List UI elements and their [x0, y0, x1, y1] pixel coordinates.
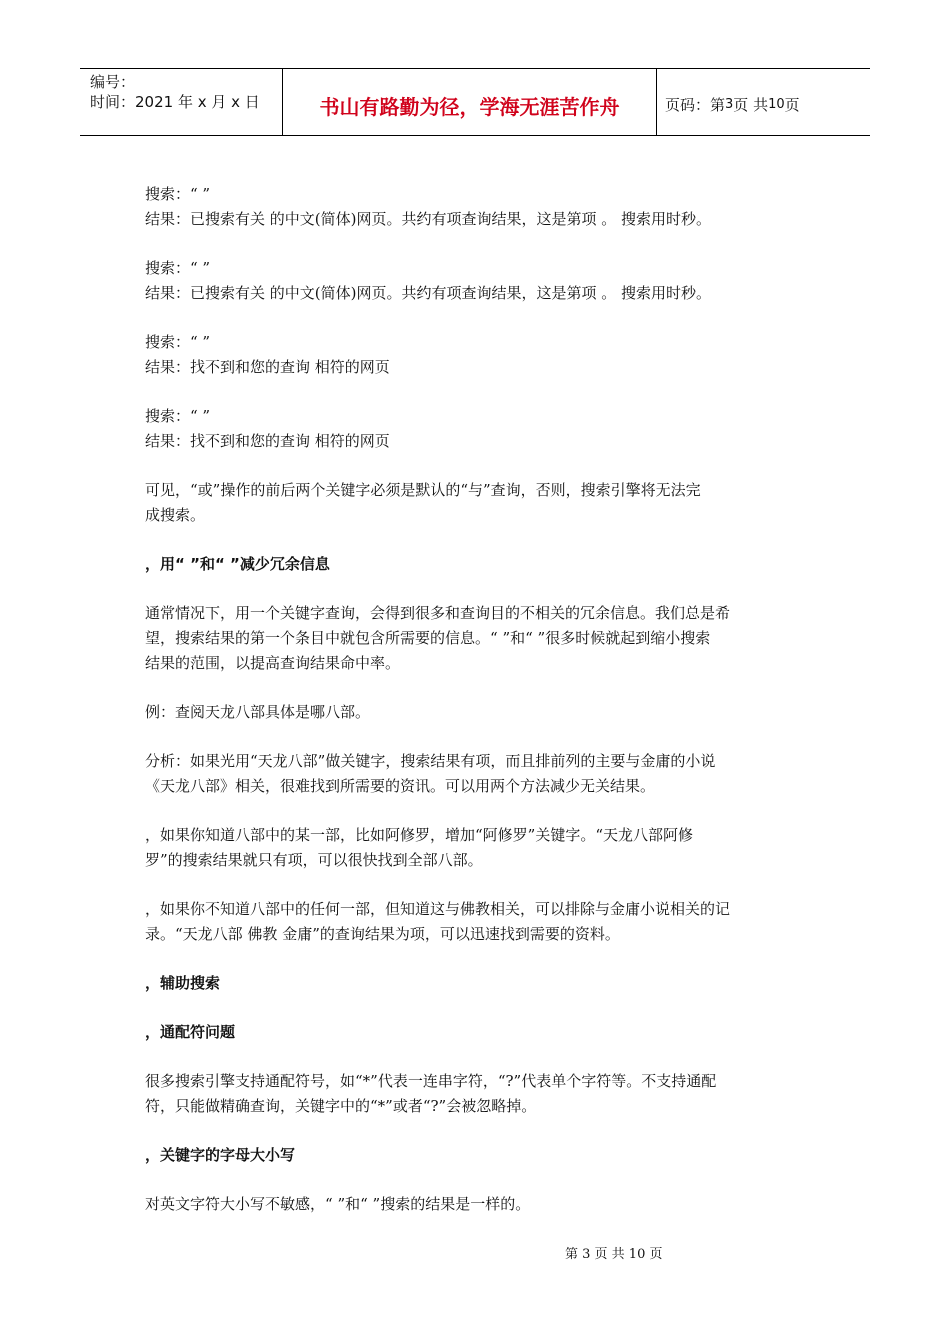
- paragraph: [145, 404, 810, 454]
- section-heading: [145, 552, 810, 577]
- paragraph: [145, 256, 810, 306]
- text-line: ，如果你不知道八部中的任何一部，但知道这与佛教相关，可以排除与金庸小说相关的记: [145, 900, 731, 918]
- paragraph: [145, 749, 810, 799]
- text-line: 结果：已搜索有关 的中文(简体)网页。共约有项查询结果，这是第项 。 搜索用时秒。: [145, 210, 712, 228]
- text-line: 结果：找不到和您的查询 相符的网页: [145, 358, 390, 376]
- header-code-label: 编号：: [90, 73, 136, 91]
- header-meta: [80, 69, 283, 135]
- paragraph: [145, 1192, 810, 1217]
- text-line: 望，搜索结果的第一个条目中就包含所需要的信息。“ ”和“ ”很多时候就起到缩小搜索: [145, 629, 711, 647]
- header-page-num: 3: [725, 96, 734, 112]
- paragraph: [145, 330, 810, 380]
- text-line: 符，只能做精确查询，关键字中的“*”或者“?”会被忽略掉。: [145, 1097, 537, 1115]
- text-line: ，用“ ”和“ ”减少冗余信息: [145, 555, 330, 573]
- header-page-mid: 页 共: [733, 95, 769, 114]
- header-time-label: 时间：2021 年 x 月 x 日: [90, 93, 260, 111]
- text-line: 结果：找不到和您的查询 相符的网页: [145, 432, 390, 450]
- text-line: 结果：已搜索有关 的中文(简体)网页。共约有项查询结果，这是第项 。 搜索用时秒。: [145, 284, 712, 302]
- text-line: 罗”的搜索结果就只有项，可以很快找到全部八部。: [145, 851, 483, 869]
- paragraph: [145, 897, 810, 947]
- header-page-prefix: 页码：第: [665, 95, 726, 114]
- paragraph: [145, 823, 810, 873]
- header-page-suffix: 页: [784, 95, 800, 114]
- paragraph: [145, 182, 810, 232]
- paragraph: [145, 478, 810, 528]
- paragraph: [145, 700, 810, 725]
- text-line: 分析：如果光用“天龙八部”做关键字，搜索结果有项，而且排前列的主要与金庸的小说: [145, 752, 716, 770]
- header-page-total: 10: [768, 96, 785, 112]
- page-header: [80, 68, 870, 136]
- text-line: ，通配符问题: [145, 1023, 236, 1041]
- text-line: 搜索：“ ”: [145, 333, 211, 351]
- text-line: 结果的范围，以提高查询结果命中率。: [145, 654, 401, 672]
- text-line: ，关键字的字母大小写: [145, 1146, 296, 1164]
- text-line: 很多搜索引擎支持通配符号，如“*”代表一连串字符，“?”代表单个字符等。不支持通配: [145, 1072, 717, 1090]
- text-line: 录。“天龙八部 佛教 金庸”的查询结果为项，可以迅速找到需要的资料。: [145, 925, 620, 943]
- text-line: 可见，“或”操作的前后两个关键字必须是默认的“与”查询，否则，搜索引擎将无法完: [145, 481, 701, 499]
- page-footer: 第 3 页 共 10 页: [565, 1247, 663, 1262]
- header-motto: 书山有路勤为径，学海无涯苦作舟: [283, 69, 657, 135]
- paragraph: [145, 601, 810, 676]
- text-line: 搜索：“ ”: [145, 259, 211, 277]
- text-line: ，辅助搜索: [145, 974, 221, 992]
- header-page-info: [657, 69, 870, 135]
- text-line: 对英文字符大小写不敏感，“ ”和“ ”搜索的结果是一样的。: [145, 1195, 531, 1213]
- text-line: 搜索：“ ”: [145, 185, 211, 203]
- section-heading: [145, 1020, 810, 1045]
- section-heading: [145, 1143, 810, 1168]
- text-line: 《天龙八部》相关，很难找到所需要的资讯。可以用两个方法减少无关结果。: [145, 777, 656, 795]
- text-line: ，如果你知道八部中的某一部，比如阿修罗，增加“阿修罗”关键字。“天龙八部阿修: [145, 826, 694, 844]
- section-heading: [145, 971, 810, 996]
- text-line: 通常情况下，用一个关键字查询，会得到很多和查询目的不相关的冗余信息。我们总是希: [145, 604, 731, 622]
- text-line: 成搜索。: [145, 506, 206, 524]
- text-line: 例：查阅天龙八部具体是哪八部。: [145, 703, 371, 721]
- text-line: 搜索：“ ”: [145, 407, 211, 425]
- paragraph: [145, 1069, 810, 1119]
- document-body: [145, 182, 810, 1241]
